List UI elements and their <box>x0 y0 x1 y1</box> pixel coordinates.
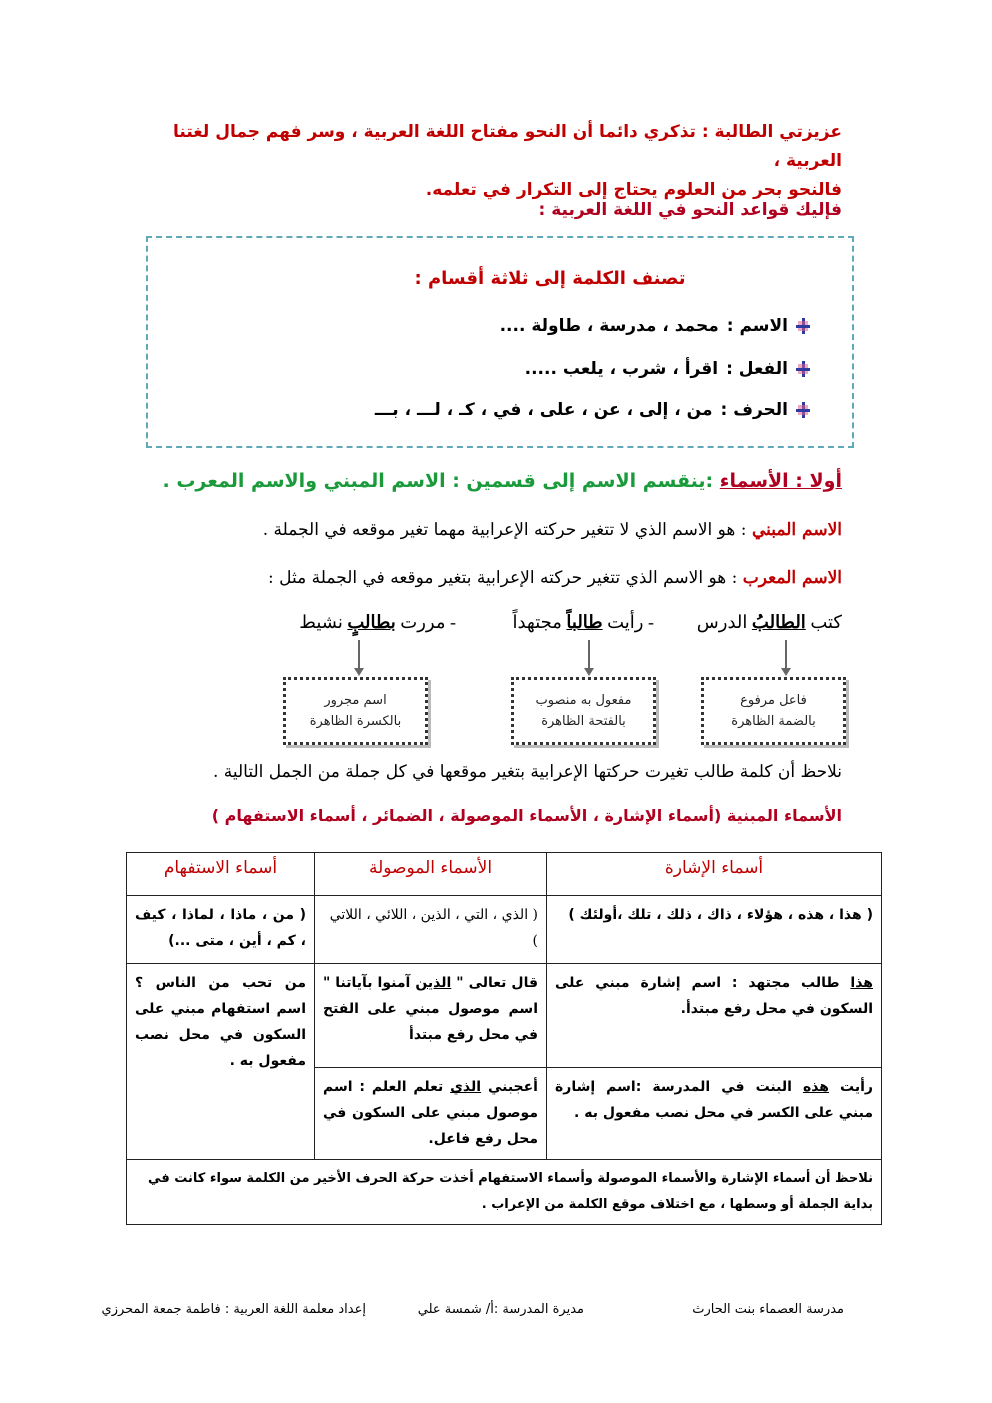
example-after: مجتهداً <box>512 612 567 632</box>
example-sentence-1 <box>697 612 842 633</box>
plus-bullet-icon <box>796 361 810 377</box>
cell-ishara-list: ( هذا ، هذه ، هؤلاء ، ذاك ، ذلك ، تلك ،أولئك ) <box>547 896 882 964</box>
table-row <box>127 964 882 1068</box>
header-ishara: أسماء الإشارة <box>547 853 882 896</box>
definition-term: الاسم المبني <box>751 520 842 540</box>
definition-text: : هو الاسم الذي تتغير حركته الإعرابية بتغير موقعه في الجملة مثل : <box>268 568 743 588</box>
cell-istifham-list: ( من ، ماذا ، لماذا ، كيف ، كم ، أين ، متى ...) <box>127 896 315 964</box>
role-box-majrour <box>283 677 428 745</box>
role-box-line: بالفتحة الظاهرة <box>541 714 626 729</box>
plus-bullet-icon <box>796 402 810 418</box>
example-keyword: بطالبٍ <box>347 612 396 632</box>
example-before: - رأيت <box>602 612 654 632</box>
table-header-row <box>127 853 882 896</box>
definition-mabni <box>263 520 842 540</box>
plus-bullet-icon <box>796 318 810 334</box>
example-keyword: الطالبُ <box>751 612 806 632</box>
section-nouns-prefix: أولا : الأسماء <box>719 470 842 492</box>
word-type-label: الحرف : <box>720 400 788 420</box>
highlight-word: هذه <box>802 1079 830 1095</box>
example-text: آمنوا بآياتنا " اسم موصول مبني على الفتح في محل رفع مبتدأ <box>323 975 538 1043</box>
table-row <box>127 896 882 964</box>
table-note: نلاحظ أن أسماء الإشارة والأسماء الموصولة وأسماء الاستفهام أخذت حركة الحرف الأخير من الكلمة سواء كانت في بداية الجملة أو وسطها ، مع اختلاف موقع الكلمة من الإعراب . <box>127 1160 882 1225</box>
cell-mawsula-list: ( الذي ، التي ، الذين ، اللائي ، اللاتي ) <box>315 896 547 964</box>
arrow-down-icon <box>781 668 791 676</box>
table-note-row <box>127 1160 882 1225</box>
word-type-noun <box>500 316 810 336</box>
cell-istifham-example: من تحب من الناس ؟ اسم استفهام مبني على السكون في محل نصب مفعول به . <box>127 964 315 1160</box>
example-after: نشيط <box>299 612 348 632</box>
highlight-word: هذا <box>850 975 873 991</box>
highlight-word: الذي <box>450 1079 482 1095</box>
word-types-box <box>146 236 854 448</box>
rules-heading: فإليك قواعد النحو في اللغة العربية : <box>538 200 842 220</box>
note-murab: نلاحظ أن كلمة طالب تغيرت حركتها الإعرابية بتغير موقعها في كل جملة من الجمل التالية . <box>212 762 842 782</box>
highlight-word: الذين <box>415 975 452 991</box>
example-text: تعلم العلم : اسم موصول مبني على السكون في محل رفع فاعل. <box>323 1079 538 1147</box>
example-sentence-2 <box>512 612 654 633</box>
role-box-line: بالضمة الظاهرة <box>731 714 816 729</box>
role-box-line: بالكسرة الظاهرة <box>309 714 402 729</box>
definition-term: الاسم المعرب <box>742 568 842 588</box>
example-after: الدرس <box>696 612 752 632</box>
word-type-examples: محمد ، مدرسة ، طاولة .... <box>499 316 719 336</box>
example-before: كتب <box>805 612 842 632</box>
example-text: أعجبني <box>481 1079 538 1095</box>
word-type-verb <box>525 359 810 379</box>
word-type-examples: اقرأ ، شرب ، يلعب ..... <box>524 359 719 379</box>
arrow-line <box>358 640 360 670</box>
arrow-line <box>785 640 787 670</box>
intro-paragraph <box>142 118 842 205</box>
footer-principal: مديرة المدرسة :أ/ شمسة علي <box>417 1302 584 1317</box>
word-type-label: الاسم : <box>726 316 788 336</box>
word-type-particle <box>375 400 810 420</box>
role-box-mafoul <box>511 677 656 745</box>
role-box-fael <box>701 677 846 745</box>
cell-mawsula-example-1 <box>315 964 547 1068</box>
definition-text: : هو الاسم الذي لا تتغير حركته الإعرابية مهما تغير موقعه في الجملة . <box>262 520 752 540</box>
intro-line-1: عزيزتي الطالبة : تذكري دائما أن النحو مفتاح اللغة العربية ، وسر فهم جمال لغتنا العربية ، <box>173 122 842 171</box>
footer-teacher: إعداد معلمة اللغة العربية : فاطمة جمعة المحرزي <box>101 1302 366 1317</box>
cell-ishara-example-1 <box>547 964 882 1068</box>
built-nouns-heading: الأسماء المبنية (أسماء الإشارة ، الأسماء الموصولة ، الضمائر ، أسماء الاستفهام ) <box>211 806 842 825</box>
arrow-down-icon <box>354 668 364 676</box>
example-before: - مررت <box>395 612 456 632</box>
arrow-down-icon <box>584 668 594 676</box>
role-box-line: اسم مجرور <box>324 693 387 708</box>
cell-mawsula-example-2 <box>315 1068 547 1160</box>
role-box-line: مفعول به منصوب <box>535 693 632 708</box>
cell-ishara-example-2 <box>547 1068 882 1160</box>
example-text: طالب مجتهد : اسم إشارة مبني على السكون في محل رفع مبتدأ. <box>555 975 873 1017</box>
header-istifham: أسماء الاستفهام <box>127 853 315 896</box>
word-type-examples: من ، إلى ، عن ، على ، في ، كـ ، لـــ ، بـــ <box>374 400 713 420</box>
role-box-line: فاعل مرفوع <box>740 693 807 708</box>
section-nouns-heading <box>162 470 842 492</box>
definition-murab <box>268 568 842 588</box>
header-mawsula: الأسماء الموصولة <box>315 853 547 896</box>
example-text: رأيت <box>829 1079 873 1095</box>
example-text: البنت في المدرسة :اسم إشارة مبني على الكسر في محل نصب مفعول به . <box>555 1079 873 1121</box>
example-text: قال تعالى " <box>451 975 539 991</box>
footer-school: مدرسة العصماء بنت الحارث <box>692 1302 844 1317</box>
section-nouns-text: :ينقسم الاسم إلى قسمين : الاسم المبني والاسم المعرب . <box>162 470 720 492</box>
arrow-line <box>588 640 590 670</box>
intro-line-2: فالنحو بحر من العلوم يحتاج إلى التكرار في تعلمه. <box>425 180 842 200</box>
word-type-label: الفعل : <box>726 359 788 379</box>
word-types-title: تصنف الكلمة إلى ثلاثة أقسام : <box>414 268 686 289</box>
built-nouns-table <box>126 852 882 1225</box>
example-keyword: طالباً <box>566 612 603 632</box>
example-sentence-3 <box>299 612 456 633</box>
